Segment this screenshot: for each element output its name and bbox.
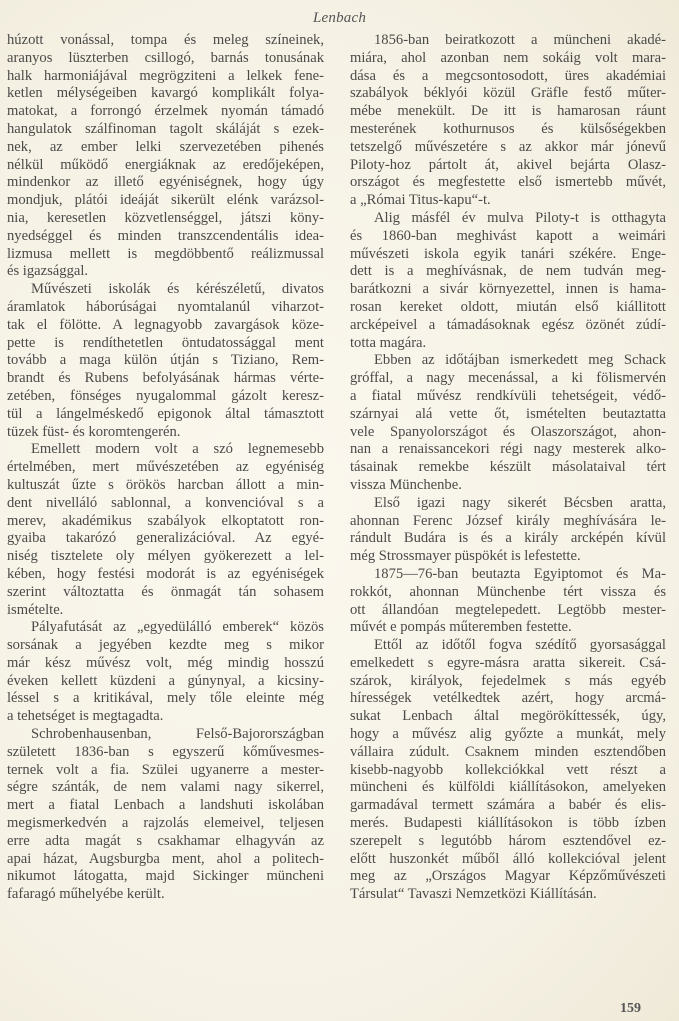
text-line: nyedséggel és minden transzcendentális idea- [7,227,324,244]
text-line: apai házat, Augsburgba ment, ahol a politech- [7,850,324,867]
text-line: szárok, királyok, fejedelmek s más egyéb [350,672,666,689]
text-line: rándult Budára is és a király arcképén kívül [350,530,666,547]
text-line: müncheni és külföldi kiállításokon, amelyeken [350,779,666,796]
text-line: előtt huszonkét műből álló kollekcióval jelent [350,850,666,867]
text-line: totta magára. [350,334,427,351]
text-line: meg az „Országos Magyar Képzőművészeti [350,868,666,885]
paragraph [350,566,666,637]
text-line: szabályok béklyói közül Gräfle festő műter- [350,85,666,102]
paragraph [350,32,666,210]
text-line: a tehetséget is megtagadta. [7,708,164,725]
text-line: Schrobenhausenban, Felső-Bajorországban [31,726,324,743]
text-line: matokat, a forrongó érzelmek nyomán támadó [7,103,324,120]
text-line: húzott vonással, tompa és meleg színeinek, [7,32,324,48]
text-line: rosan kereket oldott, miután első kiállitott [350,298,666,315]
text-line: nikumot látogatta, majd Sickinger müncheni [7,868,324,885]
text-line: Pályafutását az „egyedülálló emberek“ közös [31,619,324,636]
text-line: még Strossmayer püspökét is lefestette. [350,548,581,565]
text-line: szerepelt s legutóbb három esztendővel ez- [350,832,666,849]
text-line: mondjuk, plátói ideáját sikerült elénk varázsol- [7,192,324,209]
text-line: a fiatal művész rendkívüli tehetségeit, védő- [350,387,666,404]
text-line: tüzek füst- és koromtengerén. [7,423,181,440]
text-line: 1856-ban beiratkozott a müncheni akadé- [374,32,666,48]
text-line: Emellett modern volt a szó legnemesebb [31,441,324,458]
text-line: hírességek vetélkedtek azért, hogy arcmá- [350,690,666,707]
text-line: született 1836-ban s egyszerű kőművesmes- [7,743,324,760]
text-line: arcképeivel a támadásoknak egész özönét zúdí- [350,316,666,333]
paragraph [7,726,324,904]
text-line: művészeti iskola egyik tanári székére. Enge- [350,245,666,262]
text-line: szerint változtatta és önmagát tán sohasem [7,583,324,600]
text-line: gyaiba takarózó generalizációval. Az egyé- [7,530,324,547]
text-line: halk harmoniájával megrögziteni a lelkek fene- [7,67,324,84]
text-line: kisebb-nagyobb kollekciókkal vett részt a [350,761,666,778]
text-line: Alig másfél év mulva Piloty-t is otthagyta [374,209,666,226]
text-line: léssel s a kritikával, mely tőle eleinte még [7,690,324,707]
text-line: 1875—76-ban beutazta Egyiptomot és Ma- [374,565,666,582]
text-line: fafaragó műhelyébe került. [7,886,165,903]
text-line: niség tisztelete oly mélyen gyökerezett a lel- [7,548,324,565]
text-line: miára, ahol azonban nem sokáig volt mara- [350,49,666,66]
text-line: sukat Lenbach által megörökíttessék, úgy, [350,708,666,725]
text-line: dett is a meghívásnak, de nem tudván meg- [350,263,666,280]
text-line: emelkedett s egyre-másra aratta sikereit. Csá- [350,654,666,671]
text-line: merev, akadémikus szabályok elkoptatott ron- [7,512,324,529]
text-line: Társulat“ Tavaszi Nemzetközi Kiállításán. [350,886,597,903]
text-line: hangulatok szálfinoman tagolt skáláját s ezek- [7,120,324,137]
text-line: Piloty-hoz pártolt át, akivel bejárta Olasz- [350,156,666,173]
running-head: Lenbach [312,10,367,26]
paragraph [350,495,666,566]
page-number: 159 [620,1001,641,1016]
text-line: tetszelgő művészetére s az akkor már jónevű [350,138,666,155]
text-line: éveken kellett küzdeni a gúnynyal, a kicsiny- [7,672,324,689]
text-line: nélkül működő energiáknak az eredőjeképen, [7,156,324,173]
paragraph [7,281,324,441]
text-line: merés. Budapesti kiállításokon is több ízben [350,815,666,832]
text-line: barátkozni a sivár környezettel, innen is hama- [350,281,666,298]
text-line: mesterének kothurnusos és külsőségekben [350,120,666,137]
text-line: gróffal, a nagy mecenással, a ki fölismervén [350,370,666,387]
text-line: és igazsággal. [7,263,89,280]
text-line: Ettől az időtől fogva szédítő gyorsasággal [374,637,666,654]
text-line: megismerkedvén a rajzolás elemeivel, teljesen [7,815,324,832]
text-line: mindenkor az illető egyéniségnek, hogy úgy [7,174,324,191]
text-line: a „Római Titus-kapu“-t. [350,192,491,209]
text-line: vissza Münchenbe. [350,476,462,493]
text-line: dása és a megcsontosodott, üres akadémiai [350,67,666,84]
text-line: ott állandóan megtelepedett. Legtöbb mester- [350,601,666,618]
paragraph [350,352,666,494]
text-line: művét e pompás műteremben festette. [350,619,572,636]
left-column [7,32,324,904]
text-line: országot és megfestette első ismertebb művét, [350,174,666,191]
text-line: zetében, fönséges nyugalommal gázolt keresz- [7,387,324,404]
text-line: vállaira zúdult. Csaknem minden esztendőben [350,743,666,760]
text-line: tovább a maga külön útján s Tiziano, Rem- [7,352,324,369]
text-line: ségre szánták, de nem valami nagy sikerrel, [7,779,324,796]
text-line: tásainak remekbe készült másolataival tért [350,459,666,476]
paragraph [350,210,666,352]
text-line: sorsának a jegyében kezdte meg s mikor [7,637,324,654]
paragraph [7,32,324,281]
text-line: ketlen mélységeiben kavargó komplikált folya- [7,85,324,102]
text-line: értelmében, mert művészetében az egyéniség [7,459,324,476]
text-line: dent nivelláló sablonnal, a konvencióval s a [7,494,324,511]
text-line: kultuszát űzte s örökös harcban állott a min- [7,476,324,493]
text-line: nia, keresetlen közvetlenséggel, játszi köny- [7,209,324,226]
text-line: áramlatok háborúságai nyomtalanúl viharzot- [7,298,324,315]
text-line: Ebben az időtájban ismerkedett meg Schack [374,352,666,369]
text-line: ternek volt a fia. Szülei ugyanerre a mester- [7,761,324,778]
text-line: rokkót, ahonnan Münchenbe tért vissza és [350,583,666,600]
text-line: Első igazi nagy sikerét Bécsben aratta, [374,494,666,511]
text-line: hogy a művész alig győzte a munkát, mely [350,726,666,743]
text-line: mébe menekült. De itt is hamarosan ráunt [350,103,666,120]
text-line: garmadával termett számára a babér és elis- [350,797,666,814]
text-line: nan a renaissancekori régi nagy mesterek alko- [350,441,666,458]
paragraph [7,619,324,726]
text-line: ismételte. [7,601,64,618]
text-line: nek, az ember lelki szervezetében pihenés [7,138,324,155]
text-line: erre adta magát s csakhamar elhagyván az [7,832,324,849]
text-line: már kész művész volt, még mindig hosszú [7,654,324,671]
text-line: vele Spanyolországot és Olaszországot, ahon- [350,423,666,440]
text-line: brandt és Rubens befolyásának hármas vérte- [7,370,324,387]
text-line: tül a lángelméskedő epigonok által támasztott [7,405,324,422]
text-line: aranyos lüszterben csillogó, barnás tonusának [7,49,324,66]
text-line: ahonnan Ferenc József király meghívására le- [350,512,666,529]
text-line: kében, hogy festési modorát is az egyéniségek [7,565,324,582]
text-line: mert a fiatal Lenbach a landshuti iskolában [7,797,324,814]
text-line: pette is rendíthetetlen öntudatossággal ment [7,334,324,351]
text-line: lizmusa mellett is megdöbbentő reálizmussal [7,245,324,262]
text-line: szárnyai alá vette őt, ismételten beutaztatta [350,405,666,422]
paragraph [7,441,324,619]
text-line: Művészeti iskolák és kérészéletű, divatos [31,281,324,298]
paragraph [350,637,666,904]
text-line: és 1860-ban meghivást kapott a weimári [350,227,666,244]
right-column [350,32,666,904]
text-line: tak el fölötte. A legnagyobb zavargások köze- [7,316,324,333]
